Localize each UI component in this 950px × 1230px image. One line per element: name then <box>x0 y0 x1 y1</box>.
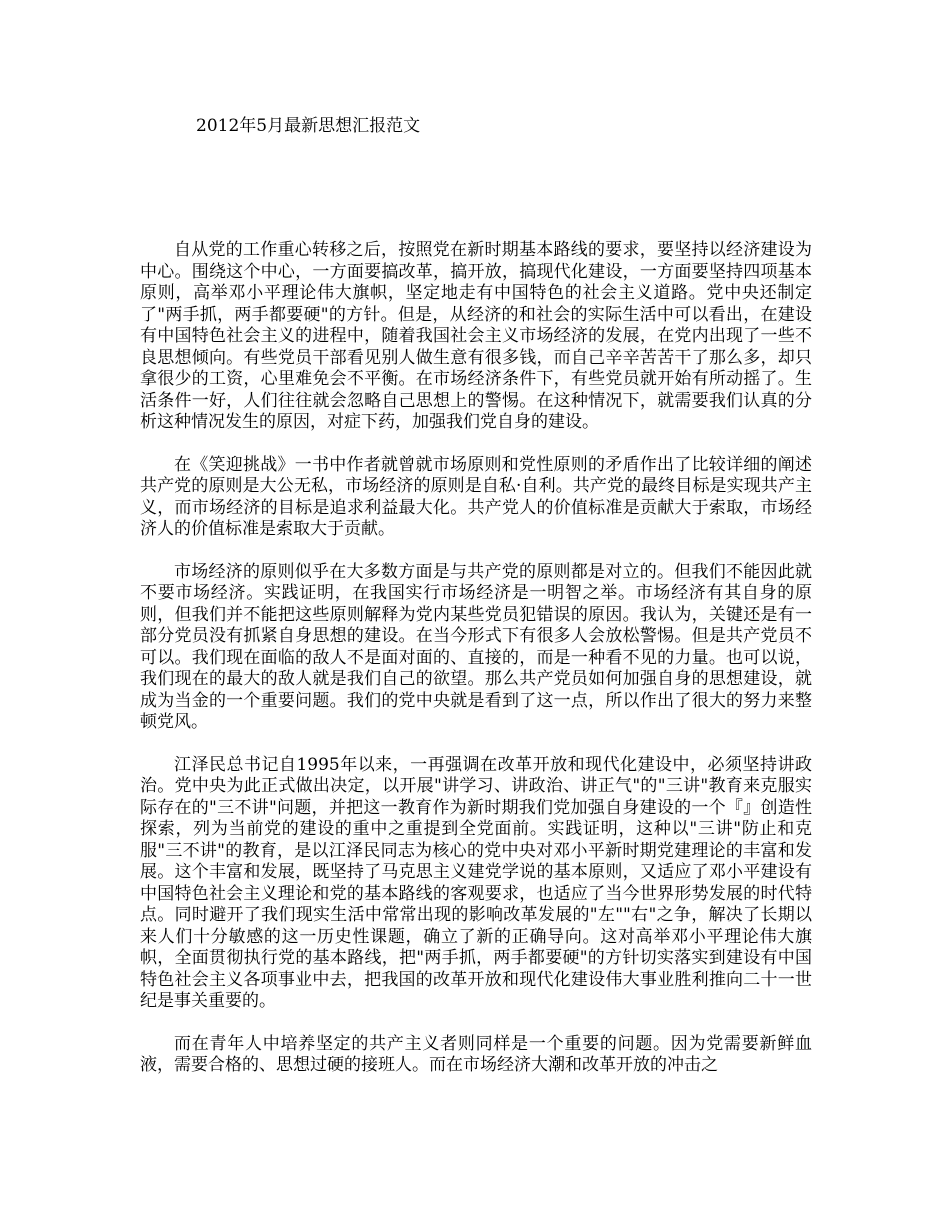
paragraph: 自从党的工作重心转移之后，按照党在新时期基本路线的要求，要坚持以经济建设为中心。围绕这个中心，一方面要搞改革，搞开放，搞现代化建设，一方面要坚持四项基本原则，高举邓小平理论伟大旗帜，坚定地走有中国特色的社会主义道路。党中央还制定了"两手抓，两手都要硬"的方针。但是，从经济的和社会的实际生活中可以看出，在建设有中国特色社会主义的进程中，随着我国社会主义市场经济的发展，在党内出现了一些不良思想倾向。有些党员干部看见别人做生意有很多钱，而自己辛辛苦苦干了那么多，却只拿很少的工资，心里难免会不平衡。在市场经济条件下，有些党员就开始有所动摇了。生活条件一好，人们往往就会忽略自己思想上的警惕。在这种情况下，就需要我们认真的分析这种情况发生的原因，对症下药，加强我们党自身的建设。 <box>140 240 812 432</box>
document-body <box>140 240 812 1098</box>
paragraph: 江泽民总书记自1995年以来，一再强调在改革开放和现代化建设中，必须坚持讲政治。党中央为此正式做出决定，以开展"讲学习、讲政治、讲正气"的"三讲"教育来克服实际存在的"三不讲"问题，并把这一教育作为新时期我们党加强自身建设的一个『』创造性探索，列为当前党的建设的重中之重提到全党面前。实践证明，这种以"三讲"防止和克服"三不讲"的教育，是以江泽民同志为核心的党中央对邓小平新时期党建理论的丰富和发展。这个丰富和发展，既坚持了马克思主义建党学说的基本原则，又适应了邓小平建设有中国特色社会主义理论和党的基本路线的客观要求，也适应了当今世界形势发展的时代特点。同时避开了我们现实生活中常常出现的影响改革发展的"左""右"之争，解决了长期以来人们十分敏感的这一历史性课题，确立了新的正确导向。这对高举邓小平理论伟大旗帜，全面贯彻执行党的基本路线，把"两手抓，两手都要硬"的方针切实落实到建设有中国特色社会主义各项事业中去，把我国的改革开放和现代化建设伟大事业胜利推向二十一世纪是事关重要的。 <box>140 754 812 1011</box>
paragraph: 市场经济的原则似乎在大多数方面是与共产党的原则都是对立的。但我们不能因此就不要市场经济。实践证明，在我国实行市场经济是一明智之举。市场经济有其自身的原则，但我们并不能把这些原则解释为党内某些党员犯错误的原因。我认为，关键还是有一部分党员没有抓紧自身思想的建设。在当今形式下有很多人会放松警惕。但是共产党员不可以。我们现在面临的敌人不是面对面的、直接的，而是一种看不见的力量。也可以说，我们现在的最大的敌人就是我们自己的欲望。那么共产党员如何加强自身的思想建设，就成为当金的一个重要问题。我们的党中央就是看到了这一点，所以作出了很大的努力来整顿党风。 <box>140 561 812 732</box>
paragraph: 在《笑迎挑战》一书中作者就曾就市场原则和党性原则的矛盾作出了比较详细的阐述共产党的原则是大公无私，市场经济的原则是自私·自利。共产党的最终目标是实现共产主义，而市场经济的目标是追求利益最大化。共产党人的价值标准是贡献大于索取，市场经济人的价值标准是索取大于贡献。 <box>140 454 812 539</box>
paragraph: 而在青年人中培养坚定的共产主义者则同样是一个重要的问题。因为党需要新鲜血液，需要合格的、思想过硬的接班人。而在市场经济大潮和改革开放的冲击之 <box>140 1033 812 1075</box>
document-title: 2012年5月最新思想汇报范文 <box>196 116 421 136</box>
